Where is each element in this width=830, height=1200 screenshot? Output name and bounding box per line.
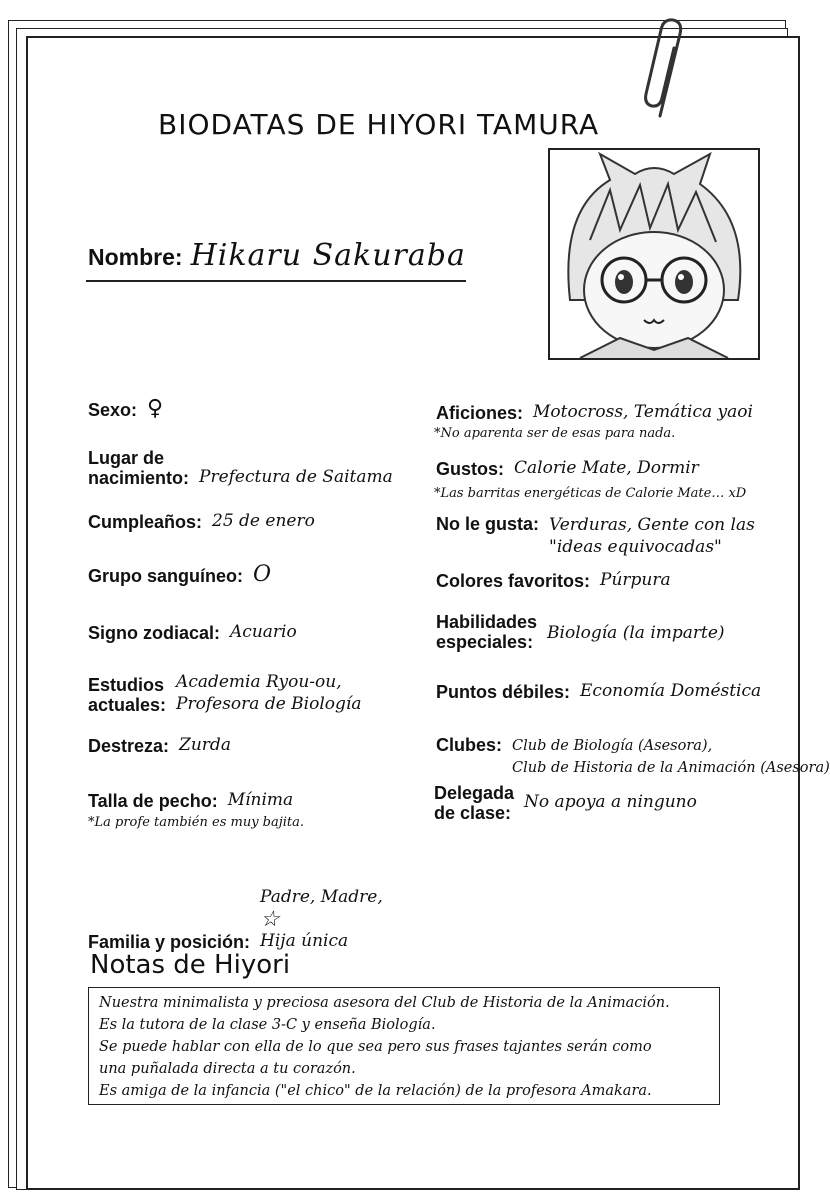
field-cumpleanos — [88, 510, 315, 532]
field-colores-favoritos — [436, 569, 671, 591]
page-title: BIODATAS DE HIYORI TAMURA — [158, 108, 600, 141]
field-puntos-debiles — [436, 680, 761, 702]
field-signo-zodiacal — [88, 621, 297, 643]
field-value: Calorie Mate, Dormir — [514, 458, 699, 478]
field-value: Púrpura — [600, 570, 671, 590]
field-label: Signo zodiacal: — [88, 623, 221, 643]
field-label: Puntos débiles: — [436, 682, 571, 702]
field-value: Biología (la imparte) — [547, 623, 725, 643]
field-sexo — [88, 398, 163, 420]
field-note: *No aparenta ser de esas para nada. — [434, 426, 676, 441]
field-label: Delegada de clase: — [434, 783, 515, 823]
field-talla-pecho — [88, 789, 293, 811]
field-value: Zurda — [179, 735, 231, 755]
field-label: Talla de pecho: — [88, 791, 218, 811]
paperclip-icon — [640, 16, 690, 126]
name-value: Hikaru Sakuraba — [190, 238, 466, 273]
field-value: Acuario — [230, 622, 297, 642]
field-value — [260, 864, 383, 952]
notes-line: Nuestra minimalista y preciosa asesora del Club de Historia de la Animación. — [99, 995, 670, 1011]
field-estudios-actuales — [88, 671, 361, 715]
field-label: Colores favoritos: — [436, 571, 591, 591]
field-label: Familia y posición: — [88, 932, 251, 952]
field-value: ♀ — [147, 396, 164, 421]
field-no-le-gusta — [436, 514, 755, 558]
field-delegada — [434, 783, 697, 823]
name-underline — [86, 280, 466, 282]
field-label: Aficiones: — [436, 403, 524, 423]
field-aficiones — [436, 401, 753, 423]
field-value: Club de Biología (Asesora), Club de Historia de la Animación (Asesora) — [512, 738, 830, 776]
field-label: Gustos: — [436, 459, 505, 479]
portrait-frame — [548, 148, 760, 360]
star-icon: ☆ — [260, 907, 280, 932]
field-label: Sexo: — [88, 400, 138, 420]
field-label: Lugar de nacimiento: — [88, 448, 190, 488]
field-clubes — [436, 735, 830, 779]
field-label: Grupo sanguíneo: — [88, 566, 243, 586]
field-value: No apoya a ninguno — [524, 792, 697, 812]
field-value: Academia Ryou-ou, Profesora de Biología — [176, 672, 362, 714]
field-value: Economía Doméstica — [580, 681, 762, 701]
field-note: *La profe también es muy bajita. — [88, 815, 305, 830]
field-familia — [88, 864, 383, 952]
notes-line: Se puede hablar con ella de lo que sea pero sus frases tajantes serán como — [99, 1039, 652, 1055]
notes-title: Notas de Hiyori — [90, 950, 291, 980]
field-label: Habilidades especiales: — [436, 612, 538, 652]
field-label: Estudios actuales: — [88, 675, 167, 715]
field-label: Clubes: — [436, 735, 503, 755]
field-value: 25 de enero — [212, 511, 315, 531]
notes-box — [88, 987, 720, 1105]
notes-line: Es amiga de la infancia ("el chico" de la relación) de la profesora Amakara. — [99, 1083, 652, 1099]
field-label: Cumpleaños: — [88, 512, 203, 532]
chibi-portrait-icon — [550, 150, 758, 358]
field-grupo-sanguineo — [88, 564, 271, 586]
field-lugar-nacimiento — [88, 448, 393, 488]
field-value: Motocross, Temática yaoi — [533, 402, 753, 422]
field-value: Prefectura de Saitama — [199, 467, 393, 487]
field-habilidades — [436, 612, 725, 652]
notes-line: una puñalada directa a tu corazón. — [99, 1061, 356, 1077]
field-value: Mínima — [227, 790, 294, 810]
name-label: Nombre: — [88, 244, 183, 270]
notes-line: Es la tutora de la clase 3-C y enseña Biología. — [99, 1017, 436, 1033]
name-row — [88, 238, 466, 273]
field-value: Verduras, Gente con las "ideas equivocadas" — [549, 515, 755, 557]
field-value: O — [253, 562, 272, 587]
field-label: Destreza: — [88, 736, 170, 756]
family-value-before: Padre, Madre, — [260, 887, 383, 907]
field-label: No le gusta: — [436, 514, 540, 534]
field-gustos — [436, 457, 699, 479]
field-destreza — [88, 734, 231, 756]
field-note: *Las barritas energéticas de Calorie Mate… xD — [434, 486, 747, 501]
family-value-after: Hija única — [260, 931, 349, 951]
